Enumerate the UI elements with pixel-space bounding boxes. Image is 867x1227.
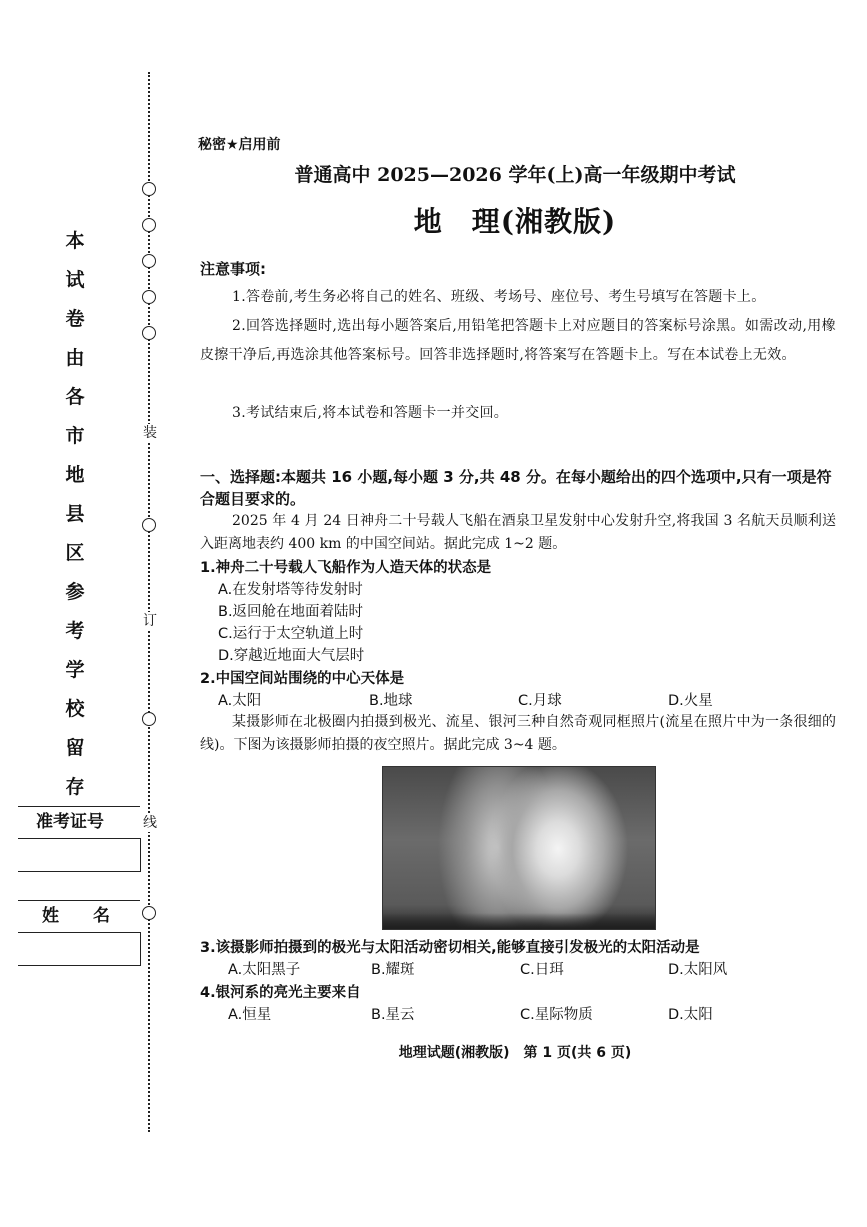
question-3-option-b[interactable]: B.耀斑 — [371, 962, 415, 978]
binding-hole — [142, 712, 156, 726]
question-3-option-c[interactable]: C.日珥 — [520, 962, 564, 978]
notice-char: 存 — [65, 776, 85, 798]
question-1-option-a[interactable]: A.在发射塔等待发射时 — [218, 582, 363, 598]
name-field[interactable] — [18, 932, 141, 966]
binding-hole — [142, 326, 156, 340]
photo-horizon — [383, 913, 655, 929]
notice-char: 试 — [65, 269, 85, 291]
question-intro-3-4: 某摄影师在北极圈内拍摄到极光、流星、银河三种自然奇观同框照片(流星在照片中为一条很细的线)。下图为该摄影师拍摄的夜空照片。据此完成 3~4 题。 — [200, 714, 836, 753]
question-2-stem: 2.中国空间站围绕的中心天体是 — [200, 671, 405, 687]
notice-char: 地 — [65, 464, 85, 486]
question-4-option-b[interactable]: B.星云 — [371, 1007, 415, 1023]
question-3-option-a[interactable]: A.太阳黑子 — [228, 962, 301, 978]
notice-heading: 注意事项: — [200, 260, 266, 278]
notice-char: 区 — [65, 542, 85, 564]
question-intro-1-2: 2025 年 4 月 24 日神舟二十号载人飞船在酒泉卫星发射中心发射升空,将我国 3 名航天员顺利送入距离地表约 400 km 的中国空间站。据此完成 1~2 题。 — [200, 513, 836, 552]
binding-hole — [142, 254, 156, 268]
question-2-option-b[interactable]: B.地球 — [369, 693, 413, 709]
question-1-stem: 1.神舟二十号载人飞船作为人造天体的状态是 — [200, 560, 492, 576]
notice-char: 县 — [65, 503, 85, 525]
page-footer: 地理试题(湘教版) 第 1 页(共 6 页) — [398, 1045, 632, 1061]
question-4-option-a[interactable]: A.恒星 — [228, 1007, 272, 1023]
notice-item-3: 3.考试结束后,将本试卷和答题卡一并交回。 — [232, 405, 509, 421]
notice-char: 卷 — [65, 308, 85, 330]
notice-char: 考 — [65, 620, 85, 642]
binding-hole — [142, 290, 156, 304]
binding-char-zhuang: 装 — [140, 424, 160, 442]
secret-mark: 秘密★启用前 — [198, 137, 281, 153]
notice-item-2: 2.回答选择题时,选出每小题答案后,用铅笔把答题卡上对应题目的答案标号涂黑。如需改动,用橡皮擦干净后,再选涂其他答案标号。回答非选择题时,将答案写在答题卡上。写在本试卷上无效。 — [200, 318, 836, 363]
notice-char: 由 — [65, 347, 85, 369]
question-4-option-c[interactable]: C.星际物质 — [520, 1007, 593, 1023]
retention-notice — [63, 222, 87, 807]
question-1-option-d[interactable]: D.穿越近地面大气层时 — [218, 648, 365, 664]
night-sky-photo — [382, 766, 656, 930]
question-2-option-a[interactable]: A.太阳 — [218, 693, 262, 709]
question-4-stem: 4.银河系的亮光主要来自 — [200, 985, 361, 1001]
section-heading: 一、选择题:本题共 16 小题,每小题 3 分,共 48 分。在每小题给出的四个选项中,只有一项是符合题目要求的。 — [200, 468, 832, 508]
binding-hole — [142, 518, 156, 532]
binding-char-ding: 订 — [140, 612, 160, 630]
question-3-stem: 3.该摄影师拍摄到的极光与太阳活动密切相关,能够直接引发极光的太阳活动是 — [200, 940, 700, 956]
question-1-option-b[interactable]: B.返回舱在地面着陆时 — [218, 604, 364, 620]
exam-id-field[interactable] — [18, 838, 141, 872]
question-3-option-d[interactable]: D.太阳风 — [668, 962, 728, 978]
notice-char: 学 — [65, 659, 85, 681]
question-2-option-c[interactable]: C.月球 — [518, 693, 562, 709]
notice-char: 各 — [65, 386, 85, 408]
question-1-option-c[interactable]: C.运行于太空轨道上时 — [218, 626, 364, 642]
notice-char: 留 — [65, 737, 85, 759]
question-2-option-d[interactable]: D.火星 — [668, 693, 713, 709]
notice-char: 市 — [65, 425, 85, 447]
notice-char: 参 — [65, 581, 85, 603]
binding-hole — [142, 182, 156, 196]
notice-item-1: 1.答卷前,考生务必将自己的姓名、班级、考场号、座位号、考生号填写在答题卡上。 — [232, 289, 766, 305]
exam-title: 普通高中 2025—2026 学年(上)高一年级期中考试 — [294, 164, 736, 186]
name-label: 姓 名 — [18, 900, 140, 931]
exam-id-label: 准考证号 — [18, 806, 140, 837]
binding-hole — [142, 906, 156, 920]
binding-char-xian: 线 — [140, 814, 160, 832]
notice-char: 本 — [65, 230, 85, 252]
binding-hole — [142, 218, 156, 232]
notice-char: 校 — [65, 698, 85, 720]
subject-title: 地 理(湘教版) — [413, 205, 617, 238]
question-4-option-d[interactable]: D.太阳 — [668, 1007, 713, 1023]
